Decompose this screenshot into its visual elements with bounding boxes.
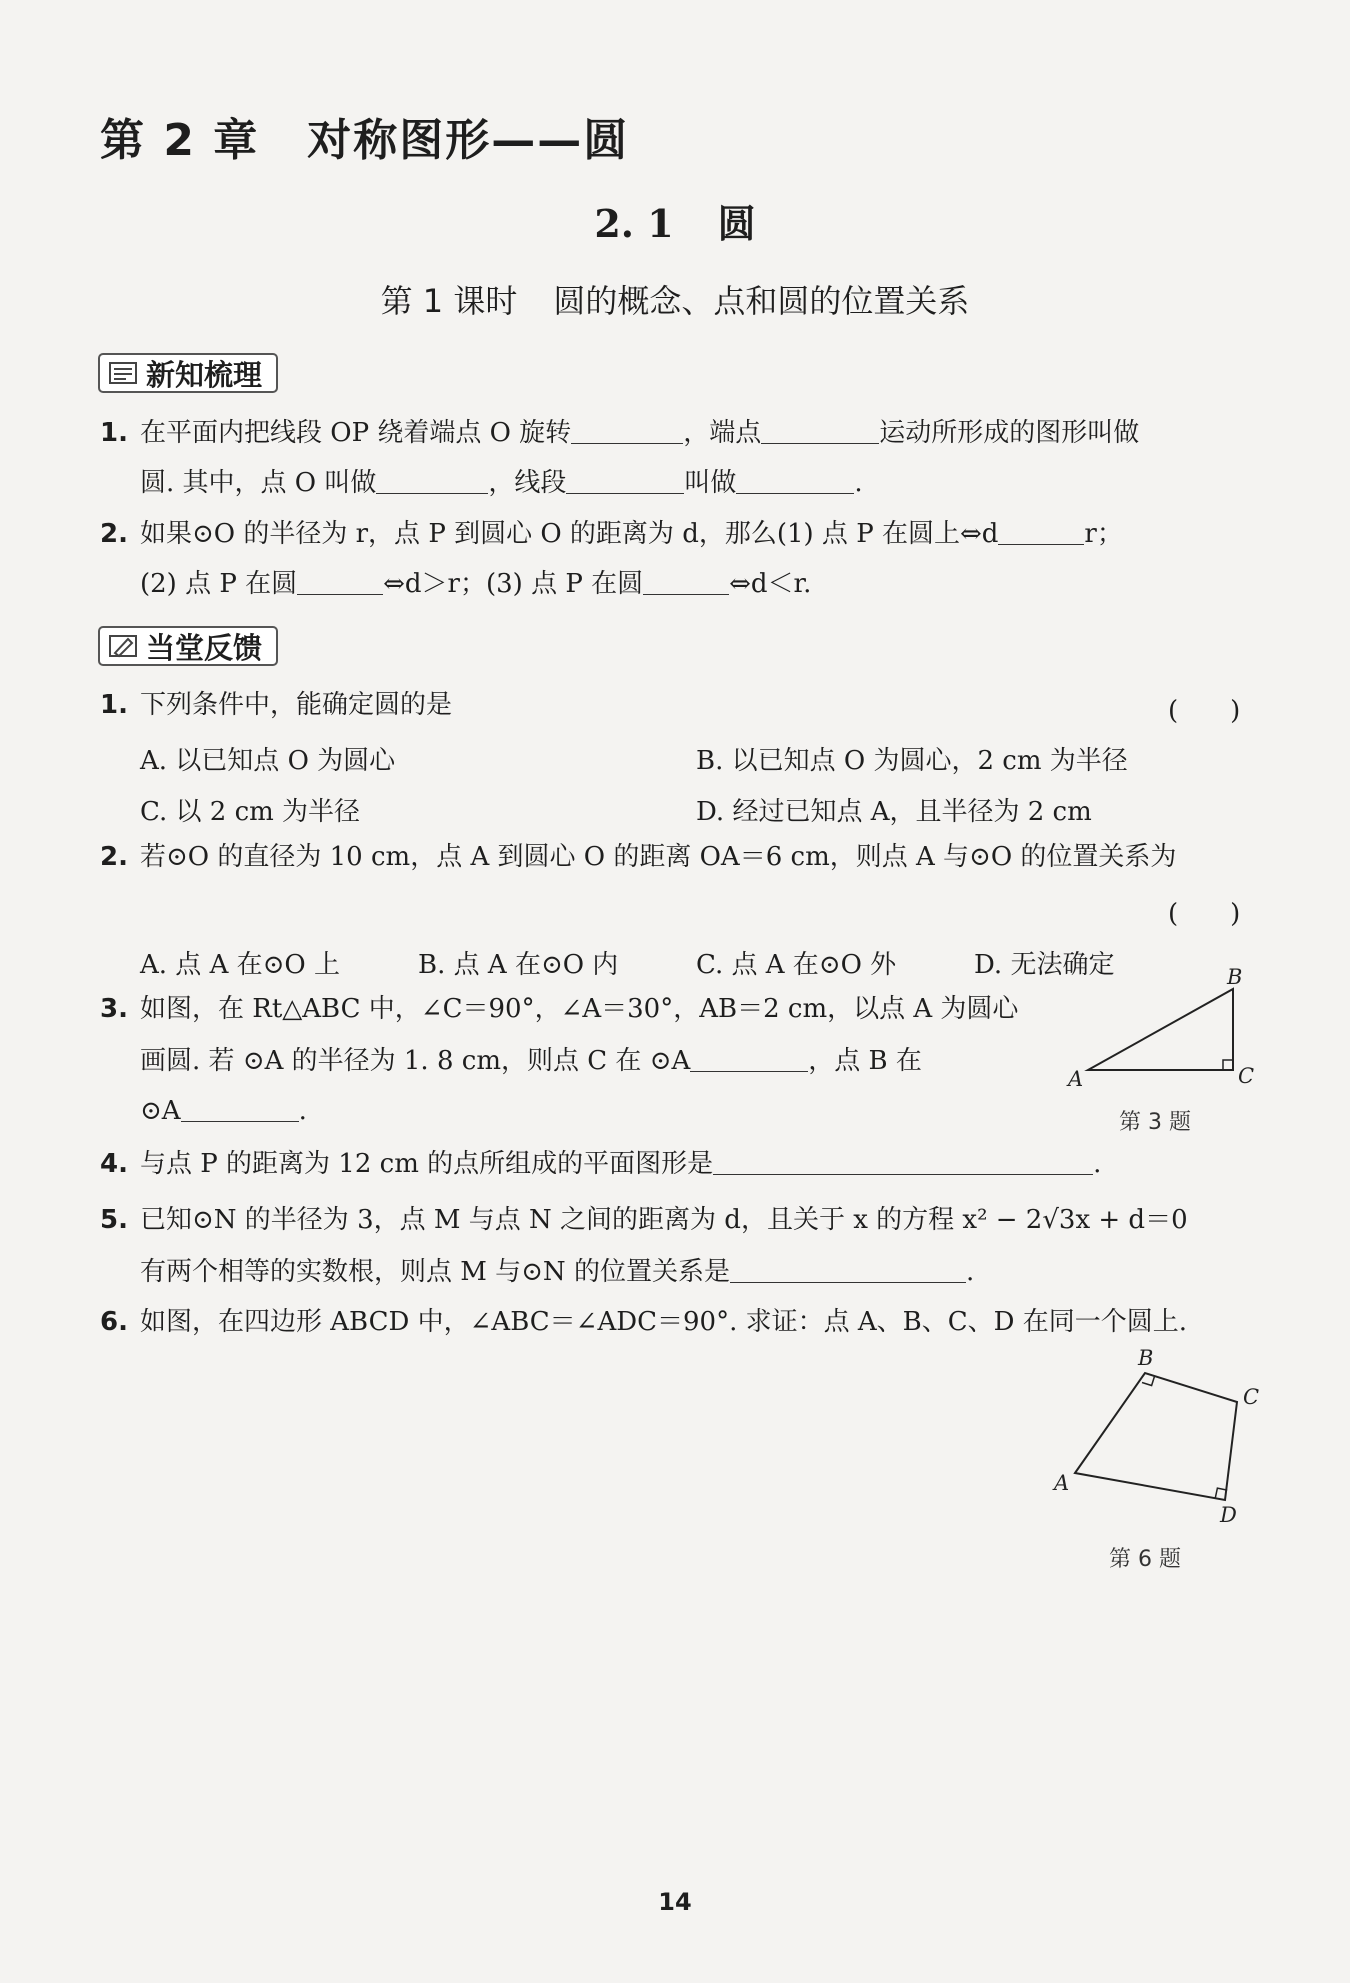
option-a[interactable]: A. 点 A 在⊙O 上 bbox=[140, 950, 340, 980]
feedback-question-3-line-3 bbox=[140, 1095, 307, 1126]
question-text: r； bbox=[1084, 519, 1123, 549]
lesson-name: 圆的概念、点和圆的位置关系 bbox=[553, 282, 970, 320]
answer-blank[interactable] bbox=[998, 518, 1084, 545]
question-text: ，端点 bbox=[683, 418, 762, 448]
answer-blank[interactable] bbox=[713, 1148, 1093, 1175]
question-text: 叫做 bbox=[684, 468, 737, 498]
answer-blank[interactable] bbox=[761, 417, 879, 444]
lesson-number: 第 1 课时 bbox=[380, 282, 518, 320]
knowledge-question-1-line-2 bbox=[140, 467, 863, 498]
question-text: . bbox=[1093, 1149, 1102, 1179]
section-title bbox=[0, 193, 1350, 248]
question-text: . bbox=[298, 1096, 307, 1126]
question-text: 如图，在 Rt△ABC 中，∠C＝90°，∠A＝30°，AB＝2 cm，以点 A 为圆心 bbox=[140, 994, 1019, 1024]
answer-blank[interactable] bbox=[376, 467, 488, 494]
question-number: 2. bbox=[100, 842, 128, 872]
lesson-title bbox=[0, 276, 1350, 322]
answer-parentheses[interactable]: ( ) bbox=[1168, 696, 1241, 726]
section-tag-label: 新知梳理 bbox=[146, 357, 263, 392]
feedback-question-2-stem bbox=[100, 842, 1176, 872]
answer-blank[interactable] bbox=[643, 568, 729, 595]
vertex-label-c: C bbox=[1238, 1064, 1255, 1088]
option-b[interactable]: B. 点 A 在⊙O 内 bbox=[418, 950, 619, 980]
answer-blank[interactable] bbox=[181, 1095, 299, 1122]
vertex-label-b: B bbox=[1227, 965, 1243, 989]
question-text: 运动所形成的图形叫做 bbox=[879, 418, 1140, 448]
pencil-icon bbox=[108, 633, 138, 659]
feedback-question-1-stem bbox=[100, 690, 452, 720]
question-text: 若⊙O 的直径为 10 cm，点 A 到圆心 O 的距离 OA＝6 cm，则点 A 与⊙O 的位置关系为 bbox=[140, 842, 1177, 872]
question-text: 在平面内把线段 OP 绕着端点 O 旋转 bbox=[140, 418, 572, 448]
section-number: 2. 1 bbox=[594, 201, 674, 246]
answer-blank[interactable] bbox=[297, 568, 383, 595]
question-text: 圆. 其中，点 O 叫做 bbox=[140, 468, 377, 498]
question-text: 下列条件中，能确定圆的是 bbox=[140, 690, 453, 720]
feedback-question-5-line-1 bbox=[100, 1205, 1188, 1235]
knowledge-question-2-line-1 bbox=[100, 518, 1123, 549]
chapter-number: 第 2 章 bbox=[100, 115, 260, 166]
answer-blank[interactable] bbox=[730, 1256, 966, 1283]
question-text: ，线段 bbox=[488, 468, 567, 498]
option-c[interactable]: C. 以 2 cm 为半径 bbox=[140, 797, 361, 827]
section-tag-feedback bbox=[98, 626, 278, 666]
knowledge-question-1-line-1 bbox=[100, 417, 1139, 448]
question-number: 5. bbox=[100, 1205, 128, 1235]
section-name: 圆 bbox=[717, 201, 756, 246]
question-number: 4. bbox=[100, 1149, 128, 1179]
question-text: . bbox=[854, 468, 863, 498]
page-number: 14 bbox=[658, 1888, 692, 1916]
feedback-question-3-line-2 bbox=[140, 1045, 922, 1076]
answer-blank[interactable] bbox=[571, 417, 683, 444]
answer-parentheses[interactable]: ( ) bbox=[1168, 899, 1241, 929]
question-text: 如果⊙O 的半径为 r，点 P 到圆心 O 的距离为 d，那么(1) 点 P 在圆上⇔d bbox=[140, 519, 999, 549]
feedback-question-3-line-1 bbox=[100, 994, 1018, 1024]
option-c[interactable]: C. 点 A 在⊙O 外 bbox=[696, 950, 897, 980]
feedback-question-6 bbox=[100, 1307, 1187, 1337]
figure-6-caption: 第 6 题 bbox=[1109, 1547, 1181, 1572]
chapter-title bbox=[100, 104, 629, 168]
answer-blank[interactable] bbox=[736, 467, 854, 494]
option-a[interactable]: A. 以已知点 O 为圆心 bbox=[140, 746, 396, 776]
figure-3-right-triangle bbox=[1060, 965, 1260, 1095]
question-number: 1. bbox=[100, 418, 128, 448]
question-text: (2) 点 P 在圆 bbox=[140, 569, 298, 599]
question-number: 2. bbox=[100, 519, 128, 549]
question-text: . bbox=[965, 1257, 975, 1287]
option-d[interactable]: D. 无法确定 bbox=[974, 950, 1115, 980]
vertex-label-c: C bbox=[1243, 1385, 1260, 1409]
option-d[interactable]: D. 经过已知点 A，且半径为 2 cm bbox=[696, 797, 1092, 827]
question-text: 如图，在四边形 ABCD 中，∠ABC＝∠ADC＝90°. 求证：点 A、B、C、D 在同一个圆上. bbox=[140, 1307, 1188, 1337]
feedback-question-5-line-2 bbox=[140, 1256, 974, 1287]
vertex-label-a: A bbox=[1068, 1067, 1084, 1091]
knowledge-question-2-line-2 bbox=[140, 568, 811, 599]
feedback-question-4 bbox=[100, 1148, 1101, 1179]
question-text: ⊙A bbox=[140, 1096, 181, 1126]
question-number: 1. bbox=[100, 690, 128, 720]
answer-blank[interactable] bbox=[566, 467, 684, 494]
vertex-label-a: A bbox=[1054, 1471, 1070, 1495]
question-text: 与点 P 的距离为 12 cm 的点所组成的平面图形是 bbox=[140, 1149, 714, 1179]
book-icon bbox=[108, 360, 138, 386]
question-text: 画圆. 若 ⊙A 的半径为 1. 8 cm，则点 C 在 ⊙A bbox=[140, 1046, 691, 1076]
vertex-label-d: D bbox=[1220, 1503, 1237, 1527]
question-text: ⇔d＜r. bbox=[729, 569, 812, 599]
question-number: 3. bbox=[100, 994, 128, 1024]
section-tag-new-knowledge bbox=[98, 353, 278, 393]
answer-blank[interactable] bbox=[690, 1045, 808, 1072]
option-b[interactable]: B. 以已知点 O 为圆心，2 cm 为半径 bbox=[696, 746, 1128, 776]
figure-3-caption: 第 3 题 bbox=[1119, 1110, 1191, 1135]
question-text: 已知⊙N 的半径为 3，点 M 与点 N 之间的距离为 d，且关于 x 的方程 x² − 2√3x + d＝0 bbox=[140, 1205, 1188, 1235]
question-text: ⇔d＞r；(3) 点 P 在圆 bbox=[383, 569, 644, 599]
figure-6-quadrilateral bbox=[1050, 1345, 1260, 1530]
section-tag-label: 当堂反馈 bbox=[146, 630, 263, 665]
question-text: 有两个相等的实数根，则点 M 与⊙N 的位置关系是 bbox=[140, 1257, 730, 1287]
chapter-name: 对称图形——圆 bbox=[307, 115, 630, 166]
question-text: ，点 B 在 bbox=[808, 1046, 922, 1076]
question-number: 6. bbox=[100, 1307, 128, 1337]
vertex-label-b: B bbox=[1138, 1346, 1154, 1370]
